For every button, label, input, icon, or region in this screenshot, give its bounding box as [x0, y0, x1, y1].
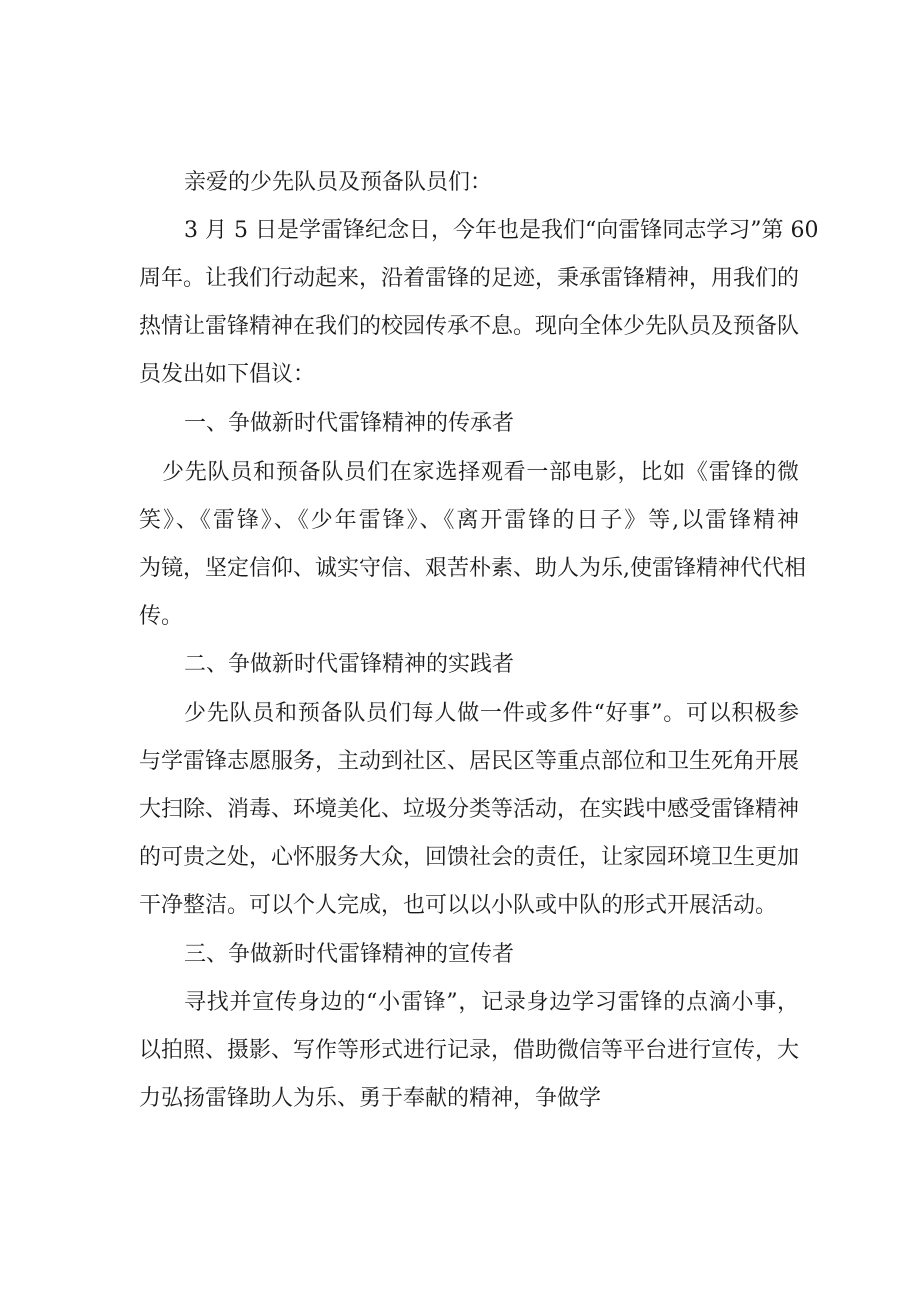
paragraph-line: 大扫除、消毒、环境美化、垃圾分类等活动，在实践中感受雷锋精神: [139, 797, 800, 822]
paragraph-line: 3 月 5 日是学雷锋纪念日，今年也是我们“向雷锋同志学习”第 60: [184, 218, 819, 243]
paragraph-line: 周年。让我们行动起来，沿着雷锋的足迹，秉承雷锋精神，用我们的: [139, 266, 800, 291]
paragraph-line: 笑》、《雷锋》、《少年雷锋》、《离开雷锋的日子》等,以雷锋精神: [139, 508, 799, 533]
paragraph-line: 热情让雷锋精神在我们的校园传承不息。现向全体少先队员及预备队: [139, 314, 800, 339]
greeting: 亲爱的少先队员及预备队员们：: [184, 170, 493, 195]
paragraph-line: 与学雷锋志愿服务，主动到社区、居民区等重点部位和卫生死角开展: [139, 749, 800, 774]
paragraph-line: 的可贵之处，心怀服务大众，回馈社会的责任，让家园环境卫生更加: [139, 845, 800, 870]
paragraph-line: 力弘扬雷锋助人为乐、勇于奉献的精神，争做学: [139, 1086, 602, 1111]
paragraph-line: 干净整洁。可以个人完成，也可以以小队或中队的形式开展活动。: [139, 893, 778, 918]
paragraph-line: 少先队员和预备队员们每人做一件或多件“好事”。可以积极参: [184, 701, 799, 726]
paragraph-line: 寻找并宣传身边的“小雷锋”，记录身边学习雷锋的点滴小事，: [184, 990, 799, 1015]
paragraph-line: 少先队员和预备队员们在家选择观看一部电影，比如《雷锋的微: [162, 460, 799, 485]
section-heading-2: 二、争做新时代雷锋精神的实践者: [184, 652, 515, 677]
section-heading-3: 三、争做新时代雷锋精神的宣传者: [184, 942, 515, 967]
section-heading-1: 一、争做新时代雷锋精神的传承者: [184, 411, 515, 436]
paragraph-line: 以拍照、摄影、写作等形式进行记录，借助微信等平台进行宣传，大: [139, 1038, 800, 1063]
paragraph-line: 员发出如下倡议：: [139, 362, 316, 387]
paragraph-line: 为镜，坚定信仰、诚实守信、艰苦朴素、助人为乐,使雷锋精神代代相: [139, 556, 806, 581]
paragraph-line: 传。: [139, 604, 184, 629]
